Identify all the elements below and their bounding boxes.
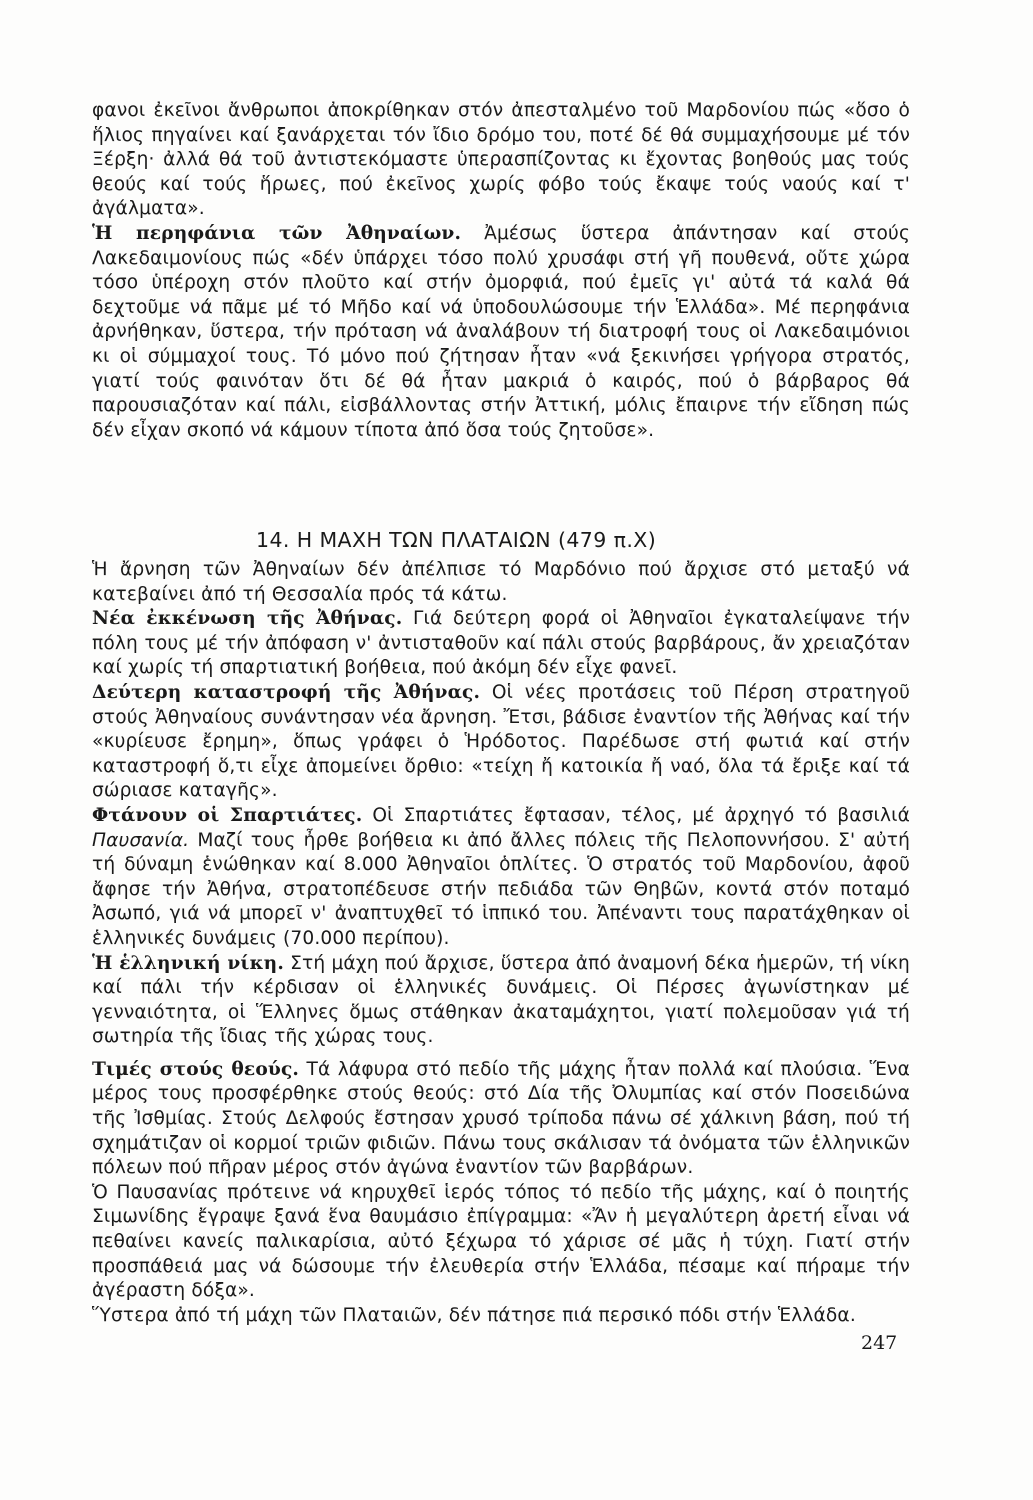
paragraph-text: Οἱ Σπαρτιάτες ἔφτασαν, τέλος, μέ ἀρχηγό τό βασιλιά — [362, 804, 910, 826]
section-heading: 14. Η ΜΑΧΗ ΤΩΝ ΠΛΑΤΑΙΩΝ (479 π.Χ) — [256, 528, 657, 552]
paragraph-text: Ὁ Παυσανίας πρότεινε νά κηρυχθεῖ ἱερός τόπος τό πεδίο τῆς μάχης, καί ὁ ποιητής Σιμωνίδης ἔγραψε ξανά ἕνα θαυμάσιο ἐπίγραμμα: «Ἄν ἡ μεγαλύτερη ἀρετή εἶναι νά πεθαίνει κανείς παλικαρίσια, αὐτό ξέχωρα τό χάρισε σέ μᾶς ἡ τύχη. Γιατί στήν προσπάθειά μας νά δώσουμε τήν ἐλευθερία στήν Ἑλλάδα, πέσαμε καί πήραμε τήν ἀγέραστη δόξα». — [92, 1181, 910, 1302]
paragraph-text: Ἡ ἄρνηση τῶν Ἀθηναίων δέν ἀπέλπισε τό Μαρδόνιο πού ἄρχισε στό μεταξύ νά κατεβαίνει ἀπό τή Θεσσαλία πρός τά κάτω. — [92, 559, 910, 605]
paragraph — [92, 681, 910, 804]
main-text-block — [92, 558, 910, 1328]
paragraph — [92, 1058, 910, 1181]
paragraph-heading: Νέα ἐκκένωση τῆς Ἀθήνας. — [92, 608, 403, 630]
page-number: 247 — [861, 1332, 898, 1354]
paragraph-text: Οἱ νέες προτάσεις τοῦ Πέρση στρατηγοῦ στούς Ἀθηναίους συνάντησαν νέα ἄρνηση. Ἔτσι, βάδισε ἐναντίον τῆς Ἀθήνας καί τήν «κυρίευσε ἔρημη», ὅπως γράφει ὁ Ἡρόδοτος. Παρέδωσε στή φωτιά καί στήν καταστροφή ὅ,τι εἶχε ἀπομείνει ὄρθιο: «τείχη ἤ κατοικία ἤ ναό, ὅλα τά ἔριξε καί τά σώριασε καταγῆς». — [92, 681, 910, 802]
top-text-block — [92, 99, 910, 443]
paragraph — [92, 222, 910, 443]
paragraph-heading: Τιμές στούς θεούς. — [92, 1058, 300, 1080]
paragraph — [92, 99, 910, 222]
paragraph-heading: Φτάνουν οἱ Σπαρτιάτες. — [92, 804, 363, 826]
paragraph-text: Ὕστερα ἀπό τή μάχη τῶν Πλαταιῶν, δέν πάτησε πιά περσικό πόδι στήν Ἑλλάδα. — [92, 1304, 856, 1326]
person-name: Παυσανία. — [92, 829, 190, 851]
paragraph-text: Στή μάχη πού ἄρχισε, ὕστερα ἀπό ἀναμονή δέκα ἡμερῶν, τή νίκη καί πάλι τήν κέρδισαν οἱ ἑλληνικές δυνάμεις. Οἱ Πέρσες ἀγωνίστηκαν μέ γενναιότητα, οἱ Ἕλληνες ὅμως στάθηκαν ἀκαταμάχητοι, γιατί πολεμοῦσαν γιά τή σωτηρία τῆς ἴδιας τῆς χώρας τους. — [92, 952, 910, 1048]
paragraph — [92, 558, 910, 607]
paragraph-text: φανοι ἐκεῖνοι ἄνθρωποι ἀποκρίθηκαν στόν ἀπεσταλμένο τοῦ Μαρδονίου πώς «ὅσο ὁ ἥλιος πηγαίνει καί ξανάρχεται τόν ἴδιο δρόμο του, ποτέ δέ θά συμμαχήσουμε μέ τόν Ξέρξη· ἀλλά θά τοῦ ἀντιστεκόμαστε ὑπερασπίζοντας κι ἔχοντας βοηθούς μας τούς θεούς καί τούς ἥρωες, πού ἐκεῖνος χωρίς φόβο τούς ἔκαψε τούς ναούς καί τ' ἀγάλματα». — [92, 100, 910, 220]
paragraph-heading: Δεύτερη καταστροφή τῆς Ἀθήνας. — [92, 681, 481, 703]
paragraph-text: Ἀμέσως ὕστερα ἀπάντησαν καί στούς Λακεδαιμονίους πώς «δέν ὑπάρχει τόσο πολύ χρυσάφι στή γῆ πουθενά, οὔτε χώρα τόσο ὑπέροχη στόν πλοῦτο καί στήν ὀμορφιά, πού ἐμεῖς γι' αὐτά τά καλά θά δεχτοῦμε νά πᾶμε μέ τό Μῆδο καί νά ὑποδουλώσουμε τήν Ἑλλάδα». Μέ περηφάνια ἀρνήθηκαν, ὕστερα, τήν πρόταση νά ἀναλάβουν τή διατροφή τους οἱ Λακεδαιμόνιοι κι οἱ σύμμαχοί τους. Τό μόνο πού ζήτησαν ἦταν «νά ξεκινήσει γρήγορα στρατός, γιατί τούς φαινόταν ὅτι δέ θά ἦταν μακριά ὁ καιρός, πού ὁ βάρβαρος θά παρουσιαζόταν καί πάλι, εἰσβάλλοντας στήν Ἀττική, μόλις ἔπαιρνε τήν εἴδηση πώς δέν εἶχαν σκοπό νά κάμουν τίποτα ἀπό ὅσα τούς ζητοῦσε». — [92, 222, 911, 441]
paragraph — [92, 804, 910, 952]
paragraph-heading: Ἡ ἑλληνική νίκη. — [92, 952, 284, 974]
paragraph-heading: Ἡ περηφάνια τῶν Ἀθηναίων. — [92, 222, 462, 244]
paragraph — [92, 952, 910, 1050]
paragraph-text: Τά λάφυρα στό πεδίο τῆς μάχης ἦταν πολλά καί πλούσια. Ἕνα μέρος τους προσφέρθηκε στούς θεούς: στό Δία τῆς Ὀλυμπίας καί στόν Ποσειδώνα τῆς Ἰσθμίας. Στούς Δελφούς ἔστησαν χρυσό τρίποδα πάνω σέ χάλκινη βάση, πού τή σχημάτιζαν οἱ κορμοί τριῶν φιδιῶν. Πάνω τους σκάλισαν τά ὀνόματα τῶν ἑλληνικῶν πόλεων πού πῆραν μέρος στόν ἀγώνα ἐναντίον τῶν βαρβάρων. — [92, 1058, 910, 1179]
paragraph — [92, 1304, 910, 1329]
paragraph-text: Γιά δεύτερη φορά οἱ Ἀθηναῖοι ἐγκαταλείψανε τήν πόλη τους μέ τήν ἀπόφαση ν' ἀντισταθοῦν καί πάλι στούς βαρβάρους, ἄν χρειαζόταν καί χωρίς τή σπαρτιατική βοήθεια, πού ἀκόμη δέν εἶχε φανεῖ. — [92, 608, 910, 679]
paragraph-text: Μαζί τους ἦρθε βοήθεια κι ἀπό ἄλλες πόλεις τῆς Πελοποννήσου. Σ' αὐτή τή δύναμη ἑνώθηκαν καί 8.000 Ἀθηναῖοι ὁπλίτες. Ὁ στρατός τοῦ Μαρδονίου, ἀφοῦ ἄφησε τήν Ἀθήνα, στρατοπέδευσε στήν πεδιάδα τῶν Θηβῶν, κοντά στόν ποταμό Ἀσωπό, γιά νά μπορεῖ ν' ἀναπτυχθεῖ τό ἱππικό του. Ἀπέναντι τους παρατάχθηκαν οἱ ἑλληνικές δυνάμεις (70.000 περίπου). — [92, 829, 910, 949]
paragraph — [92, 607, 910, 681]
paragraph-gap — [92, 1050, 910, 1058]
paragraph — [92, 1181, 910, 1304]
